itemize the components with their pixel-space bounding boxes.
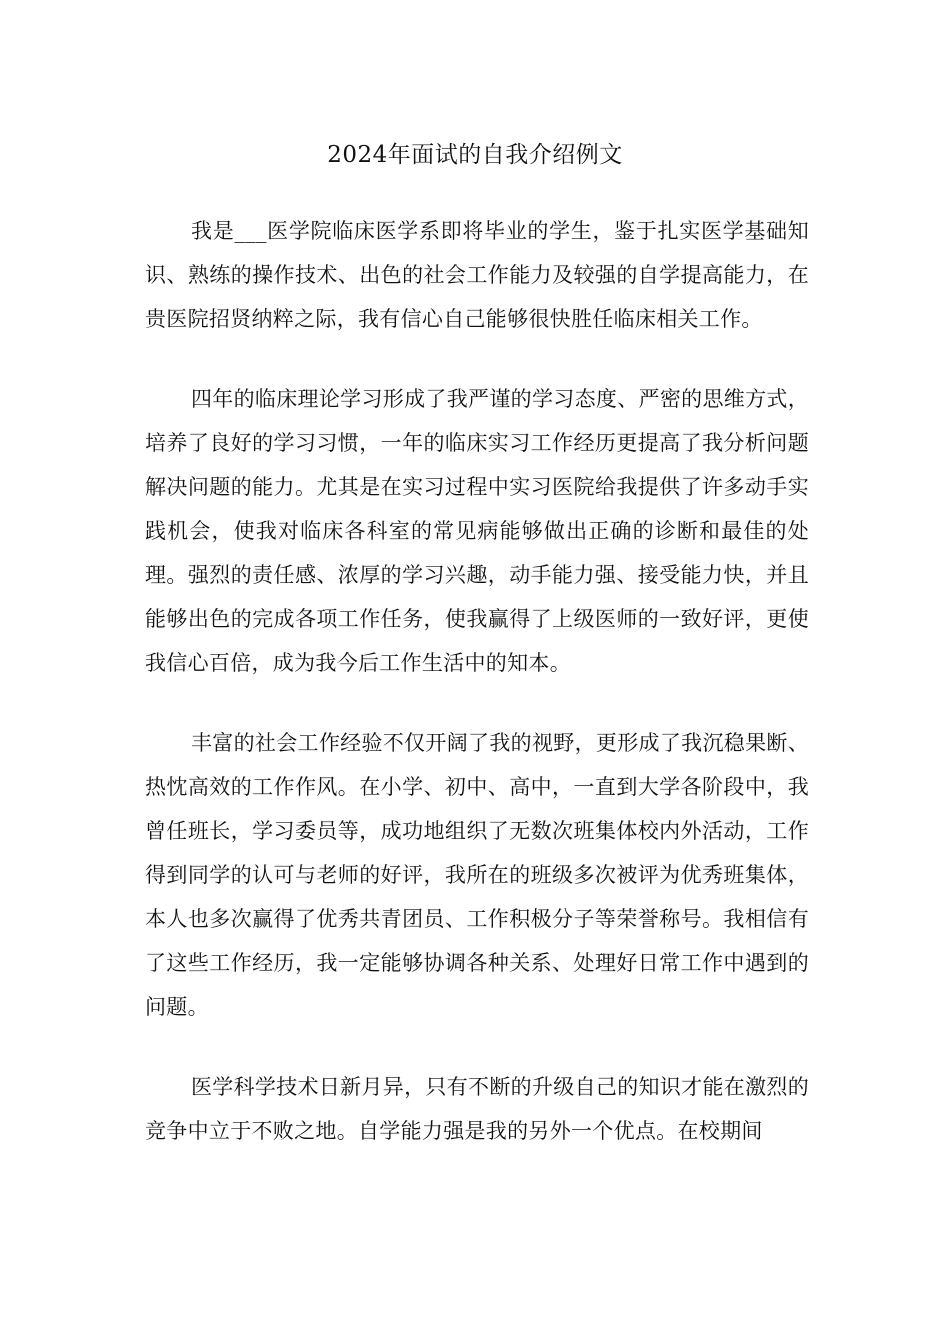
paragraph-social-work: 丰富的社会工作经验不仅开阔了我的视野，更形成了我沉稳果断、热忱高效的工作作风。在小学、初中、高中，一直到大学各阶段中，我曾任班长，学习委员等，成功地组织了无数次班集体校内外活动，工作得到同学的认可与老师的好评，我所在的班级多次被评为优秀班集体，本人也多次赢得了优秀共青团员、工作积极分子等荣誉称号。我相信有了这些工作经历，我一定能够协调各种关系、处理好日常工作中遇到的问题。	[145, 731, 809, 1019]
document-body	[145, 209, 809, 1189]
paragraph-intro: 我是___医学院临床医学系即将毕业的学生，鉴于扎实医学基础知识、熟练的操作技术、出色的社会工作能力及较强的自学提高能力，在贵医院招贤纳粹之际，我有信心自己能够很快胜任临床相关工作。	[145, 219, 809, 331]
paragraph-self-learning: 医学科学技术日新月异，只有不断的升级自己的知识才能在激烈的竞争中立于不败之地。自学能力强是我的另外一个优点。在校期间	[145, 1075, 809, 1143]
document-title: 2024年面试的自我介绍例文	[327, 142, 623, 168]
paragraph-clinical-study: 四年的临床理论学习形成了我严谨的学习态度、严密的思维方式，培养了良好的学习习惯，一年的临床实习工作经历更提高了我分析问题解决问题的能力。尤其是在实习过程中实习医院给我提供了许多动手实践机会，使我对临床各科室的常见病能够做出正确的诊断和最佳的处理。强烈的责任感、浓厚的学习兴趣，动手能力强、接受能力快，并且能够出色的完成各项工作任务，使我赢得了上级医师的一致好评，更使我信心百倍，成为我今后工作生活中的知本。	[145, 387, 809, 675]
